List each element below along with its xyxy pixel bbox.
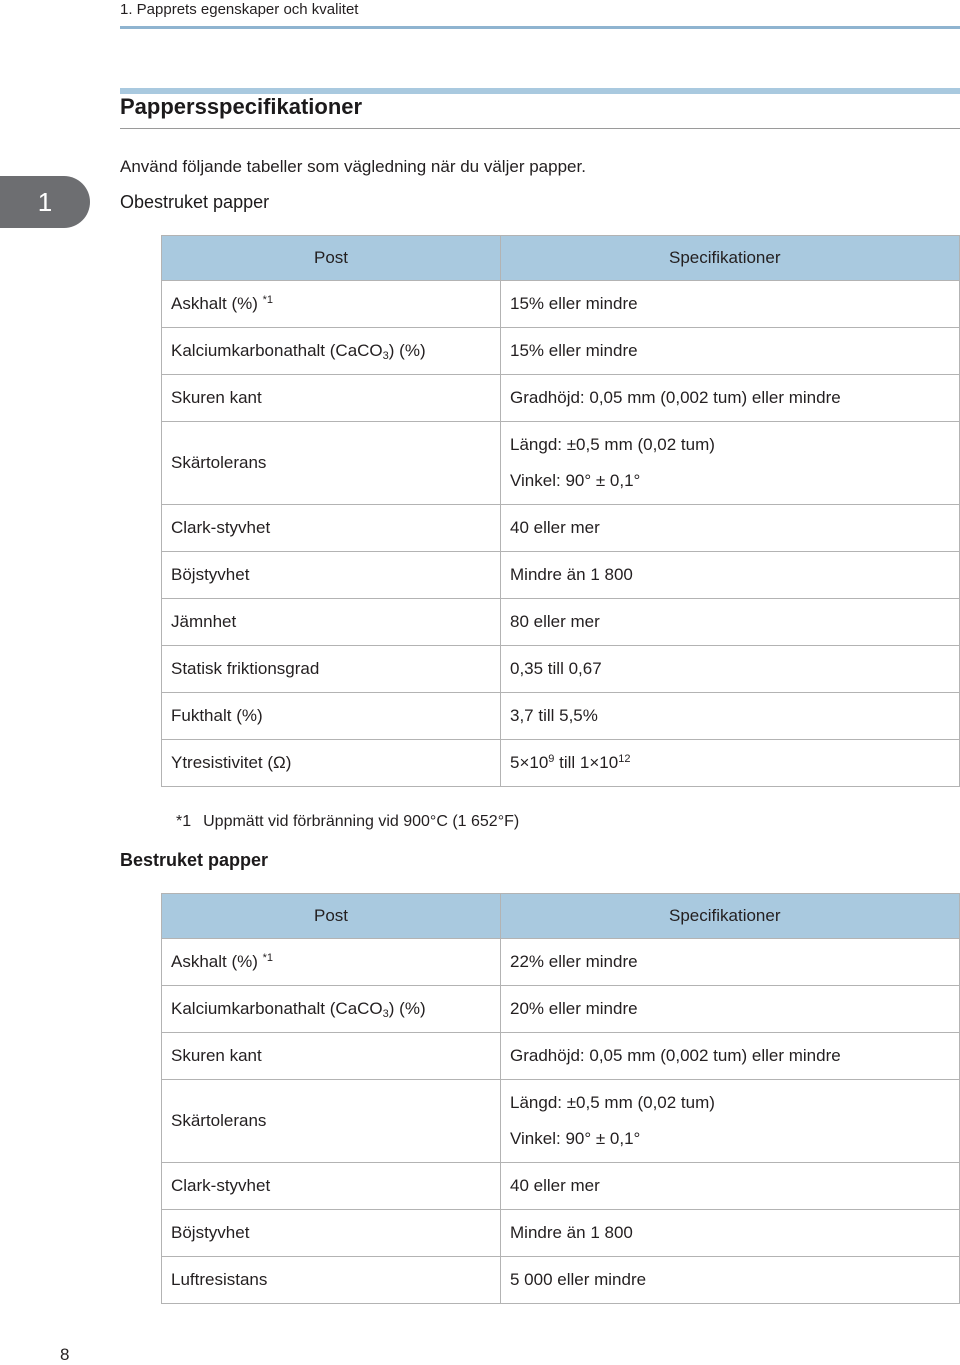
coated-spec-table [161, 893, 960, 1304]
spec-cell: 0,35 till 0,67 [501, 646, 960, 693]
table-row [162, 328, 960, 375]
item-label: Kalciumkarbonathalt (CaCO [171, 998, 383, 1018]
column-header-item: Post [162, 236, 501, 281]
table-row [162, 986, 960, 1033]
footnote [176, 813, 519, 831]
item-cell [162, 986, 501, 1033]
item-cell: Statisk friktionsgrad [162, 646, 501, 693]
item-cell [162, 740, 501, 787]
spec-cell: 3,7 till 5,5% [501, 693, 960, 740]
uncoated-paper-heading: Obestruket papper [120, 192, 270, 212]
item-cell [162, 939, 501, 986]
item-cell [162, 328, 501, 375]
spec-cell: 80 eller mer [501, 599, 960, 646]
spec-line: Vinkel: 90° ± 0,1° [510, 1129, 641, 1148]
subscript: 3 [382, 1007, 389, 1020]
section-title: Pappersspecifikationer [120, 94, 363, 119]
table-row [162, 1033, 960, 1080]
item-cell: Clark-styvhet [162, 505, 501, 552]
item-label: Askhalt (%) [171, 294, 258, 313]
spec-cell [501, 422, 960, 505]
footnote-ref: *1 [262, 952, 274, 964]
spec-value: 5×10 [510, 753, 549, 772]
footnote-ref: *1 [262, 294, 274, 306]
item-label: Askhalt (%) [171, 952, 258, 971]
table-row [162, 599, 960, 646]
spec-line: Vinkel: 90° ± 0,1° [510, 471, 641, 490]
spec-cell [501, 740, 960, 787]
item-cell: Böjstyvhet [162, 1210, 501, 1257]
table-row [162, 422, 960, 505]
running-head: 1. Papprets egenskaper och kvalitet [120, 1, 359, 18]
table-row [162, 552, 960, 599]
spec-value: till 1×10 [554, 753, 619, 772]
spec-line: Längd: ±0,5 mm (0,02 tum) [510, 1093, 715, 1112]
spec-cell: Mindre än 1 800 [501, 552, 960, 599]
table-row [162, 1080, 960, 1163]
spec-cell: Gradhöjd: 0,05 mm (0,002 tum) eller mindre [501, 375, 960, 422]
exponent: 9 [548, 753, 555, 765]
table-row [162, 740, 960, 787]
item-label-suffix: ) [285, 753, 292, 772]
spec-line: Längd: ±0,5 mm (0,02 tum) [510, 435, 715, 454]
header-rule [120, 26, 960, 29]
item-label: Kalciumkarbonathalt (CaCO [171, 340, 383, 360]
spec-cell: Mindre än 1 800 [501, 1210, 960, 1257]
item-cell: Skärtolerans [162, 1080, 501, 1163]
chapter-tab [0, 176, 90, 228]
table-header-row [162, 236, 960, 281]
spec-cell: 40 eller mer [501, 1163, 960, 1210]
spec-cell: 15% eller mindre [501, 281, 960, 328]
spec-cell: 40 eller mer [501, 505, 960, 552]
footnote-text: Uppmätt vid förbränning vid 900°C (1 652°F) [203, 813, 520, 830]
spec-cell [501, 1080, 960, 1163]
section-rule-bottom [120, 128, 960, 129]
item-cell: Skärtolerans [162, 422, 501, 505]
table-row [162, 693, 960, 740]
spec-cell: 15% eller mindre [501, 328, 960, 375]
page-number: 8 [60, 1345, 70, 1364]
column-header-item: Post [162, 894, 501, 939]
exponent: 12 [618, 753, 631, 765]
table-row [162, 646, 960, 693]
spec-cell: 20% eller mindre [501, 986, 960, 1033]
intro-text: Använd följande tabeller som vägledning när du väljer papper. [120, 157, 586, 176]
table-row [162, 505, 960, 552]
column-header-spec: Specifikationer [501, 236, 960, 281]
table-row [162, 1257, 960, 1304]
coated-paper-heading: Bestruket papper [120, 850, 269, 870]
ohm-symbol: Ω [273, 753, 286, 772]
table-row [162, 939, 960, 986]
chapter-number: 1 [37, 186, 53, 217]
spec-cell: Gradhöjd: 0,05 mm (0,002 tum) eller mindre [501, 1033, 960, 1080]
item-label: Ytresistivitet ( [171, 753, 274, 772]
item-label-suffix: ) (%) [388, 340, 426, 360]
table-row [162, 281, 960, 328]
item-cell: Böjstyvhet [162, 552, 501, 599]
table-row [162, 1210, 960, 1257]
spec-cell: 5 000 eller mindre [501, 1257, 960, 1304]
item-cell: Skuren kant [162, 1033, 501, 1080]
item-cell: Fukthalt (%) [162, 693, 501, 740]
table-row [162, 1163, 960, 1210]
item-label-suffix: ) (%) [388, 998, 426, 1018]
item-cell: Luftresistans [162, 1257, 501, 1304]
item-cell: Jämnhet [162, 599, 501, 646]
item-cell: Clark-styvhet [162, 1163, 501, 1210]
table-header-row [162, 894, 960, 939]
column-header-spec: Specifikationer [501, 894, 960, 939]
footnote-mark: *1 [176, 813, 192, 830]
uncoated-spec-table [161, 235, 960, 787]
spec-cell: 22% eller mindre [501, 939, 960, 986]
table-row [162, 375, 960, 422]
item-cell: Skuren kant [162, 375, 501, 422]
item-cell [162, 281, 501, 328]
subscript: 3 [382, 349, 389, 362]
